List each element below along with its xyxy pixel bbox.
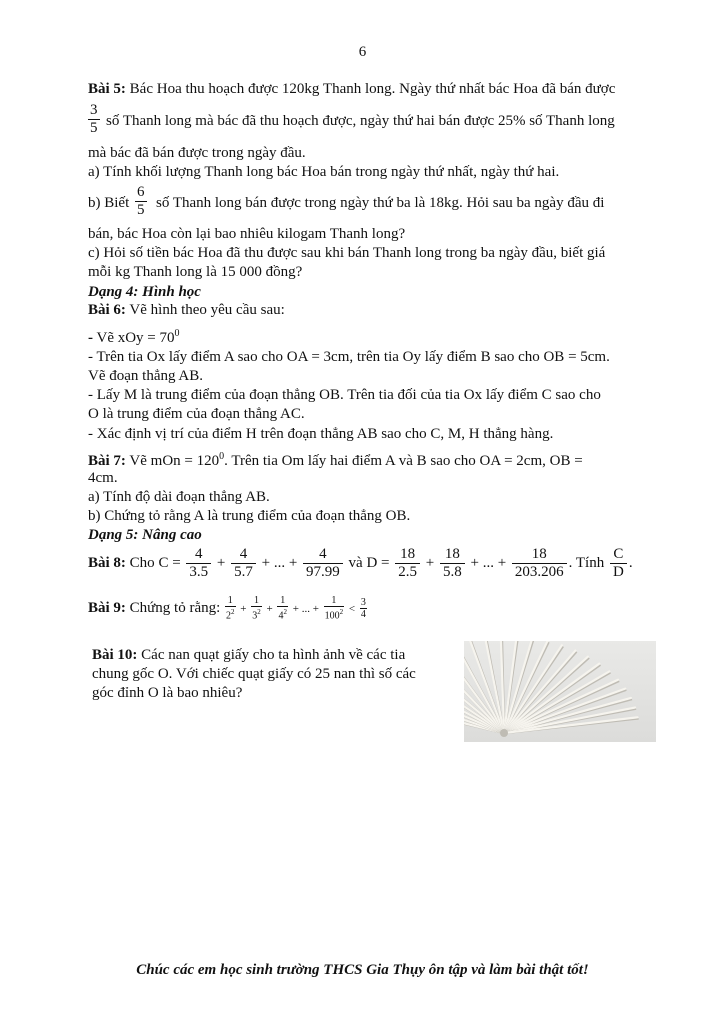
bai7-degree: 0 (219, 451, 225, 462)
bai5-label: Bài 5: (88, 81, 126, 97)
bai6-angle-text: Vẽ xOy = 70 (96, 330, 175, 346)
bai10-label: Bài 10: (92, 647, 138, 663)
bai8-c-term-3: $\frac{4}{97.99}$ (303, 546, 343, 581)
bai9-term-3: $\frac{1}{4^2}$ (278, 595, 287, 622)
bai8-cho: Cho (129, 555, 155, 571)
bai8-plus: + (216, 555, 226, 571)
bai7-label: Bài 7: (88, 453, 126, 469)
bai6-degree: 0 (174, 328, 180, 339)
bai6-line5: O là trung điểm của đoạn thẳng AC. (88, 406, 305, 422)
bai9-less-than: < (348, 603, 356, 615)
bai8-d-lhs: D = (366, 555, 390, 571)
bai8-label: Bài 8: (88, 555, 126, 571)
bai7-line4: b) Chứng tỏ rằng A là trung điểm của đoạn thẳng OB. (88, 508, 411, 524)
bai8-ellipsis: + ... + (261, 555, 298, 571)
bai9-line (88, 592, 368, 625)
bai8-d-term-2: $\frac{18}{5.8}$ (440, 546, 465, 581)
bai8-ratio: $\frac{C}{D}$ (610, 546, 627, 581)
page-number: 6 (358, 44, 367, 60)
bai6-line6: - Xác định vị trí của điểm H trên đoạn thẳng AB sao cho C, M, H thẳng hàng. (88, 426, 554, 442)
bai8-d-term-3: $\frac{18}{203.206}$ (512, 546, 567, 581)
bai8-ellipsis: + ... + (470, 555, 507, 571)
bai9-term-1: $\frac{1}{2^2}$ (226, 595, 235, 622)
bai9-plus: + (266, 603, 273, 615)
bai8-line (88, 545, 633, 581)
bai7-line3: a) Tính độ dài đoạn thẳng AB. (88, 489, 270, 505)
bai7-text: . Trên tia Om lấy hai điểm A và B sao cho OA = 2cm, OB = (224, 453, 583, 469)
fan-pivot (500, 729, 508, 737)
bai8-va: và (348, 555, 363, 571)
bai5-fraction-3-5: $\frac{3}{5}$ (90, 102, 98, 136)
bai9-plus: + (240, 603, 247, 615)
footer-message: Chúc các em học sinh trường THCS Gia Thụy ôn tập và làm bài thật tốt! (136, 962, 589, 978)
section-heading-dang4: Dạng 4: Hình học (88, 284, 201, 300)
bai9-rhs: $\frac{3}{4}$ (360, 597, 366, 621)
paper-fan-illustration (464, 641, 656, 742)
bai8-tinh: . Tính (568, 555, 605, 571)
bai6-bullet: - (88, 330, 93, 346)
bai9-term-4: $\frac{1}{100^2}$ (324, 595, 344, 622)
bai8-period: . (628, 555, 633, 571)
section-heading-dang5: Dạng 5: Nâng cao (88, 527, 202, 543)
bai5-line7: c) Hỏi số tiền bác Hoa đã thu được sau khi bán Thanh long trong ba ngày đầu, biết giá (88, 245, 606, 261)
bai7-line1 (88, 448, 583, 470)
bai5-fraction-6-5: $\frac{6}{5}$ (137, 184, 145, 218)
bai5-line1 (88, 80, 615, 98)
bai8-c-term-1: $\frac{4}{3.5}$ (186, 546, 211, 581)
bai10-line2: chung gốc O. Với chiếc quạt giấy có 25 nan thì số các (92, 666, 416, 682)
bai10-line1 (92, 646, 405, 664)
bai8-plus: + (425, 555, 435, 571)
bai5-b-prefix: b) Biết (88, 195, 130, 211)
bai7-line2: 4cm. (88, 470, 118, 486)
bai9-label: Bài 9: (88, 600, 126, 616)
bai5-line4: a) Tính khối lượng Thanh long bác Hoa bán trong ngày thứ nhất, ngày thứ hai. (88, 164, 560, 180)
bai9-ellipsis: + ... + (292, 603, 319, 615)
bai10-line3: góc đỉnh O là bao nhiêu? (92, 685, 243, 701)
bai6-label: Bài 6: (88, 302, 126, 318)
bai5-line3: mà bác đã bán được trong ngày đầu. (88, 145, 306, 161)
bai10-text1: Các nan quạt giấy cho ta hình ảnh về các tia (141, 647, 406, 663)
bai5-line2: số Thanh long mà bác đã thu hoạch được, ngày thứ hai bán được 25% số Thanh long (106, 113, 615, 129)
bai5-line5: số Thanh long bán được trong ngày thứ ba là 18kg. Hỏi sau ba ngày đầu đi (156, 195, 605, 211)
bai6-line3: Vẽ đoạn thẳng AB. (88, 368, 203, 384)
bai5-line6: bán, bác Hoa còn lại bao nhiêu kilogam Thanh long? (88, 226, 406, 242)
bai8-d-term-1: $\frac{18}{2.5}$ (395, 546, 420, 581)
bai6-line4: - Lấy M là trung điểm của đoạn thẳng OB. Trên tia đối của tia Ox lấy điểm C sao cho (88, 387, 601, 403)
bai6-intro: Vẽ hình theo yêu cầu sau: (129, 302, 285, 318)
bai6-line1 (88, 325, 180, 347)
bai6-line2: - Trên tia Ox lấy điểm A sao cho OA = 3cm, trên tia Oy lấy điểm B sao cho OB = 5cm. (88, 349, 610, 365)
bai7-angle-text: Vẽ mOn = 120 (129, 453, 220, 469)
bai9-term-2: $\frac{1}{3^2}$ (252, 595, 261, 622)
bai5-text1: Bác Hoa thu hoạch được 120kg Thanh long. Ngày thứ nhất bác Hoa đã bán được (129, 81, 616, 97)
bai6-intro-line (88, 301, 285, 319)
bai5-line8: mỗi kg Thanh long là 15 000 đồng? (88, 264, 303, 280)
bai8-c-lhs: C = (158, 555, 181, 571)
bai9-text: Chứng tỏ rằng: (129, 600, 221, 616)
paper-fan-image (464, 641, 656, 742)
bai8-c-term-2: $\frac{4}{5.7}$ (231, 546, 256, 581)
